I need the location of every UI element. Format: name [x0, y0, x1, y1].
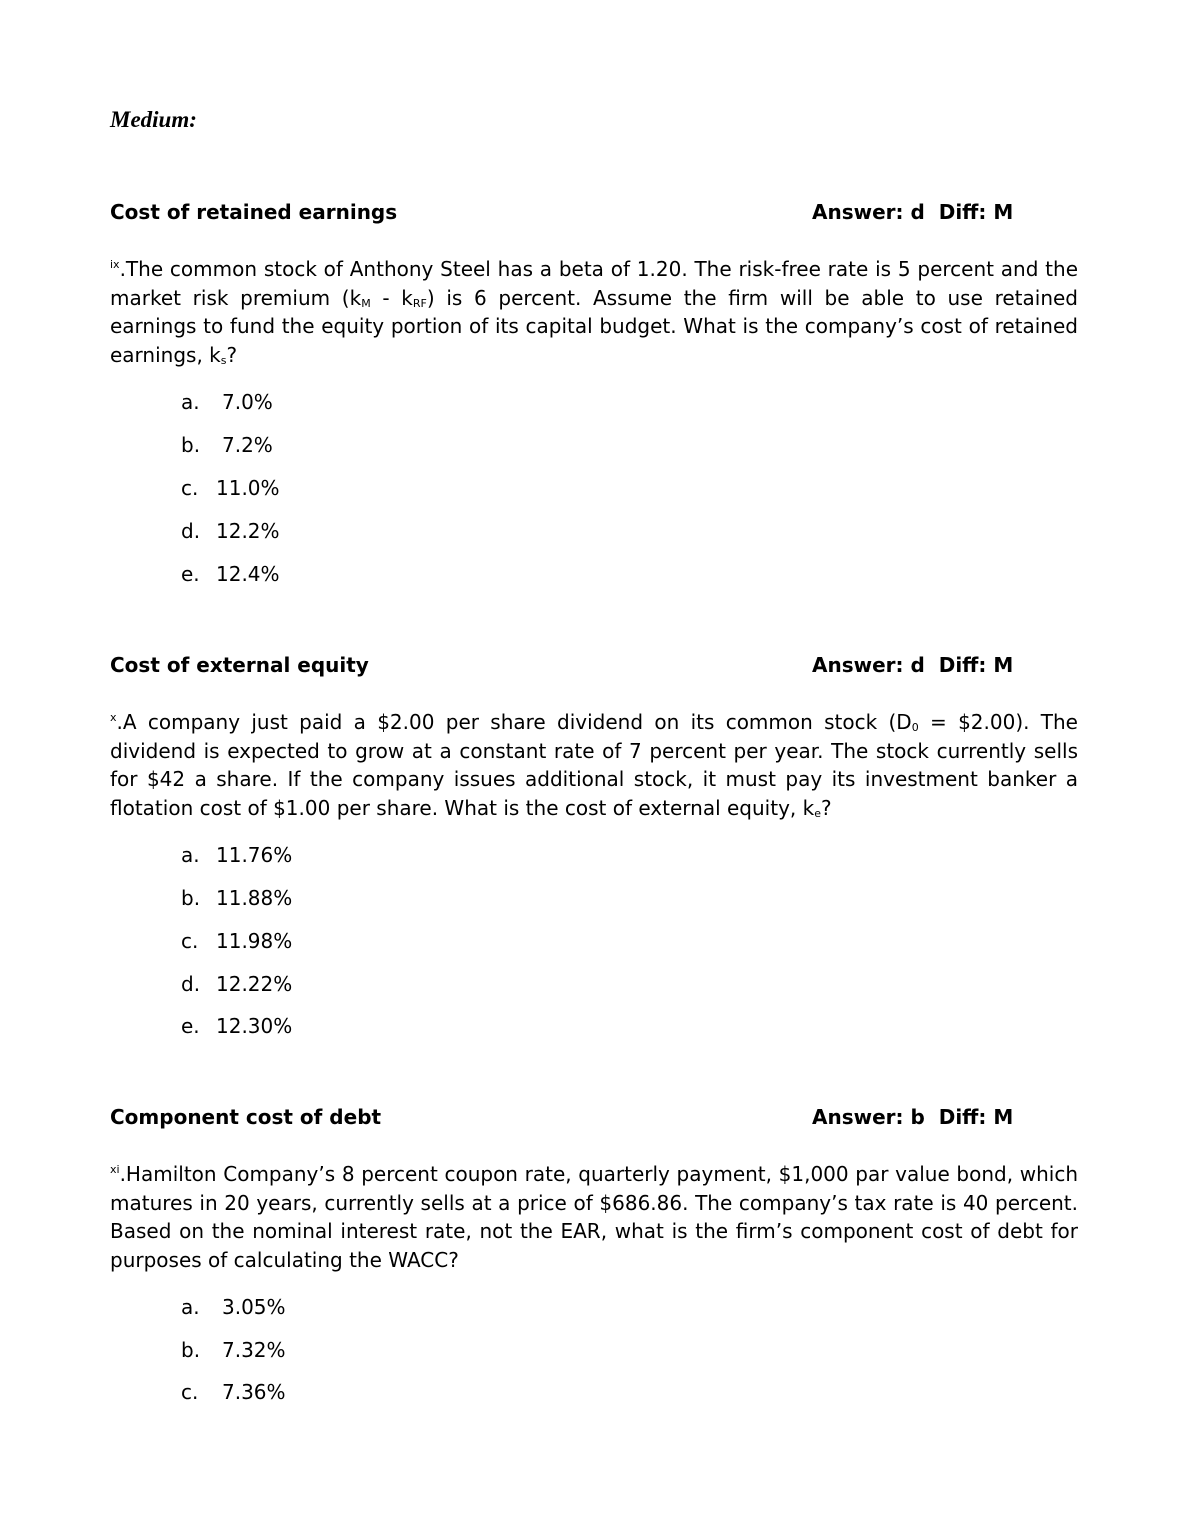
question-1-choice-c: c. 11.0%: [181, 476, 280, 500]
question-3-choice-c: c. 7.36%: [181, 1380, 286, 1404]
question-2-choice-c: c. 11.98%: [181, 929, 293, 953]
question-1-text: $^{ix}$.The common stock of Anthony Steel has a beta of 1.20. The risk-free rate is 5 percent and the market risk premium $(k_M - k_{RF})$ is 6 percent. Assume the firm will be able to use retained earnings to fund the equity portion of its capital budget. What is the company’s cost of retained earnings, $k_s$?: [110, 257, 1079, 367]
question-2-choice-e: e. 12.30%: [181, 1014, 293, 1038]
question-2-answer-key: Answer: d Diff: M: [812, 653, 1014, 677]
question-1-footnote-number: ix: [110, 258, 120, 271]
question-1-choice-d: d. 12.2%: [181, 519, 280, 543]
question-3-topic: Component cost of debt: [110, 1105, 382, 1129]
question-1-header: [110, 198, 1078, 226]
question-1-choice-b: b. 7.2%: [181, 433, 273, 457]
question-1-topic: Cost of retained earnings: [110, 200, 398, 224]
question-2-choice-d: d. 12.22%: [181, 972, 293, 996]
question-3-answer-key: Answer: b Diff: M: [812, 1105, 1014, 1129]
question-3-header: [110, 1103, 1078, 1131]
question-2-choice-b: b. 11.88%: [181, 886, 293, 910]
question-1-choice-e: e. 12.4%: [181, 562, 280, 586]
difficulty-level-heading: Medium:: [110, 107, 197, 132]
question-3-text: $^{xi}$.Hamilton Company’s 8 percent coupon rate, quarterly payment, $1,000 par value bond, which matures in 20 years, currently sells at a price of $686.86. The company’s tax rate is 40 percent. Based on the nominal interest rate, not the EAR, what is the firm’s component cost of debt for purposes of calculating the WACC?: [110, 1162, 1078, 1272]
question-3-choice-a: a. 3.05%: [181, 1295, 286, 1319]
question-3-choice-b: b. 7.32%: [181, 1338, 286, 1362]
question-2-topic: Cost of external equity: [110, 653, 369, 677]
question-2-text: $^x$.A company just paid a $2.00 per share dividend on its common stock ($D_0$ = $2.00). The dividend is expected to grow at a constant rate of 7 percent per year. The stock currently sells for $42 a share. If the company issues additional stock, it must pay its investment banker a flotation cost of $1.00 per share. What is the cost of external equity, $k_e$?: [110, 710, 1078, 820]
question-2-header: [110, 651, 1078, 679]
question-1-choice-a: a. 7.0%: [181, 390, 273, 414]
question-2-choice-a: a. 11.76%: [181, 843, 293, 867]
question-3-footnote-number: xi: [110, 1163, 120, 1176]
question-2-footnote-number: x: [110, 711, 117, 724]
question-1-answer-key: Answer: d Diff: M: [812, 200, 1014, 224]
